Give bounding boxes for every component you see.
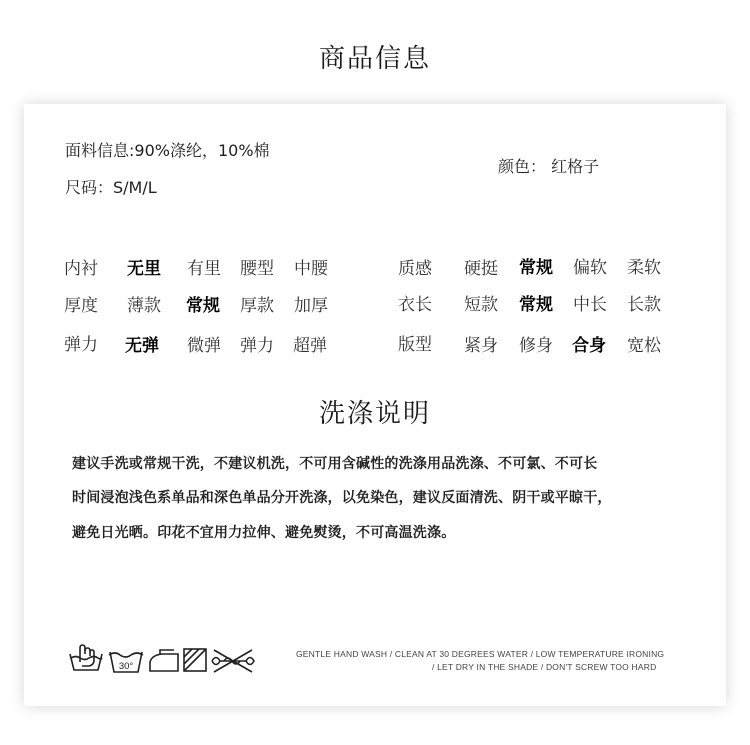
attr-option: 宽松 [627,336,661,356]
attr-option: 加厚 [294,296,328,316]
care-title: 洗涤说明 [318,399,431,429]
attr-label-texture: 质感 [398,259,432,279]
wash-30-icon [109,652,143,672]
wash-temp-label: 30° [118,661,134,672]
page-title: 商品信息 [318,44,431,74]
care-icons [68,640,308,676]
attr-option: 无弹 [125,336,159,356]
attr-option: 薄款 [127,296,161,316]
attr-label-fit: 版型 [398,335,432,355]
attr-option: 弹力 [240,336,274,356]
fabric-info: 面料信息:90%涤纶，10%棉 [65,141,270,160]
attr-option: 常规 [519,295,553,315]
care-english-line: / LET DRY IN THE SHADE / DON'T SCREW TOO HARD [432,662,657,672]
attr-label-lining: 内衬 [64,259,98,279]
attr-option: 中长 [573,295,607,315]
attr-option: 微弹 [187,336,221,356]
attr-option: 厚款 [240,296,274,316]
attr-option: 中腰 [294,259,328,279]
attr-option: 偏软 [573,258,607,278]
attr-option: 紧身 [464,336,498,356]
care-text-line: 避免日光晒。印花不宜用力拉伸、避免熨烫，不可高温洗涤。 [72,525,456,541]
care-english-line: GENTLE HAND WASH / CLEAN AT 30 DEGREES WATER / LOW TEMPERATURE IRONING [296,649,665,659]
care-text-line: 建议手洗或常规干洗，不建议机洗，不可用含碱性的洗涤用品洗涤、不可氯、不可长 [72,456,598,472]
care-text-line: 时间浸泡浅色系单品和深色单品分开洗涤，以免染色，建议反面清洗、阴干或平晾干， [72,490,612,506]
attr-option: 无里 [127,259,161,279]
attr-label-elasticity: 弹力 [64,335,98,355]
hand-wash-icon [70,645,102,670]
attr-option: 常规 [519,258,553,278]
info-card [24,104,726,706]
dry-shade-icon [184,649,206,671]
attr-option: 柔软 [627,258,661,278]
attr-option: 合身 [572,336,606,356]
attr-label-thickness: 厚度 [64,296,98,316]
attr-option: 超弹 [293,336,327,356]
attr-option: 长款 [627,295,661,315]
attr-option: 常规 [186,296,220,316]
attr-option: 有里 [187,259,221,279]
iron-low-icon [150,650,178,671]
attr-option: 短款 [464,295,498,315]
size-info: 尺码：S/M/L [65,178,157,197]
attr-option: 修身 [519,336,553,356]
no-wring-icon [212,650,254,672]
attr-option: 腰型 [240,259,274,279]
attr-option: 硬挺 [464,259,498,279]
color-info: 颜色： 红格子 [498,157,600,176]
attr-label-length: 衣长 [398,295,432,315]
